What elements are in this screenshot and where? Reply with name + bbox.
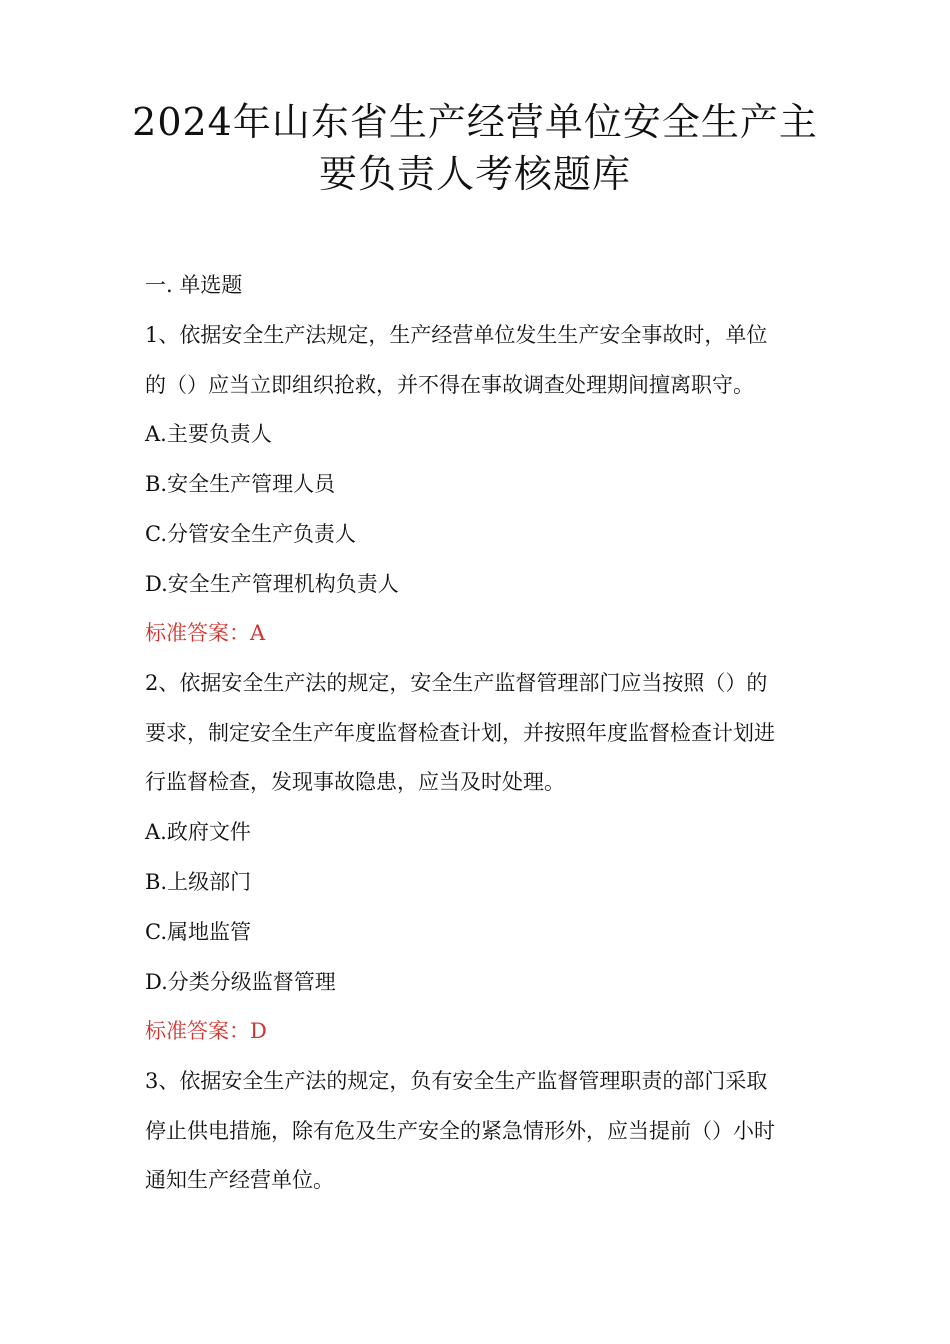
question-1-stem-line-1: 1、依据安全生产法规定，生产经营单位发生生产安全事故时，单位 [145,323,768,347]
question-1-option-d: D.安全生产管理机构负责人 [145,572,399,596]
question-1-stem-line-2: 的（）应当立即组织抢救，并不得在事故调查处理期间擅离职守。 [145,373,754,397]
question-1-option-a: A.主要负责人 [145,422,272,446]
question-2-option-d: D.分类分级监督管理 [145,970,336,994]
title-line-1: 2024年山东省生产经营单位安全生产主 [132,100,818,144]
question-2-option-b: B.上级部门 [145,870,252,894]
question-1-option-b: B.安全生产管理人员 [145,472,336,496]
question-3-stem-line-3: 通知生产经营单位。 [145,1168,334,1192]
question-3-stem-line-1: 3、依据安全生产法的规定，负有安全生产监督管理职责的部门采取 [145,1069,768,1093]
question-3-stem-line-2: 停止供电措施，除有危及生产安全的紧急情形外，应当提前（）小时 [145,1119,775,1143]
question-1-option-c: C.分管安全生产负责人 [145,522,356,546]
question-2-option-a: A.政府文件 [145,820,251,844]
question-2-stem-line-2: 要求，制定安全生产年度监督检查计划，并按照年度监督检查计划进 [145,721,775,745]
question-1-answer: 标准答案：A [145,621,266,645]
question-2-stem-line-3: 行监督检查，发现事故隐患，应当及时处理。 [145,770,565,794]
section-heading: 一. 单选题 [145,273,243,297]
question-2-option-c: C.属地监管 [145,920,251,944]
question-2-stem-line-1: 2、依据安全生产法的规定，安全生产监督管理部门应当按照（）的 [145,671,768,695]
question-2-answer: 标准答案：D [145,1019,267,1043]
title-line-2: 要负责人考核题库 [318,152,631,196]
